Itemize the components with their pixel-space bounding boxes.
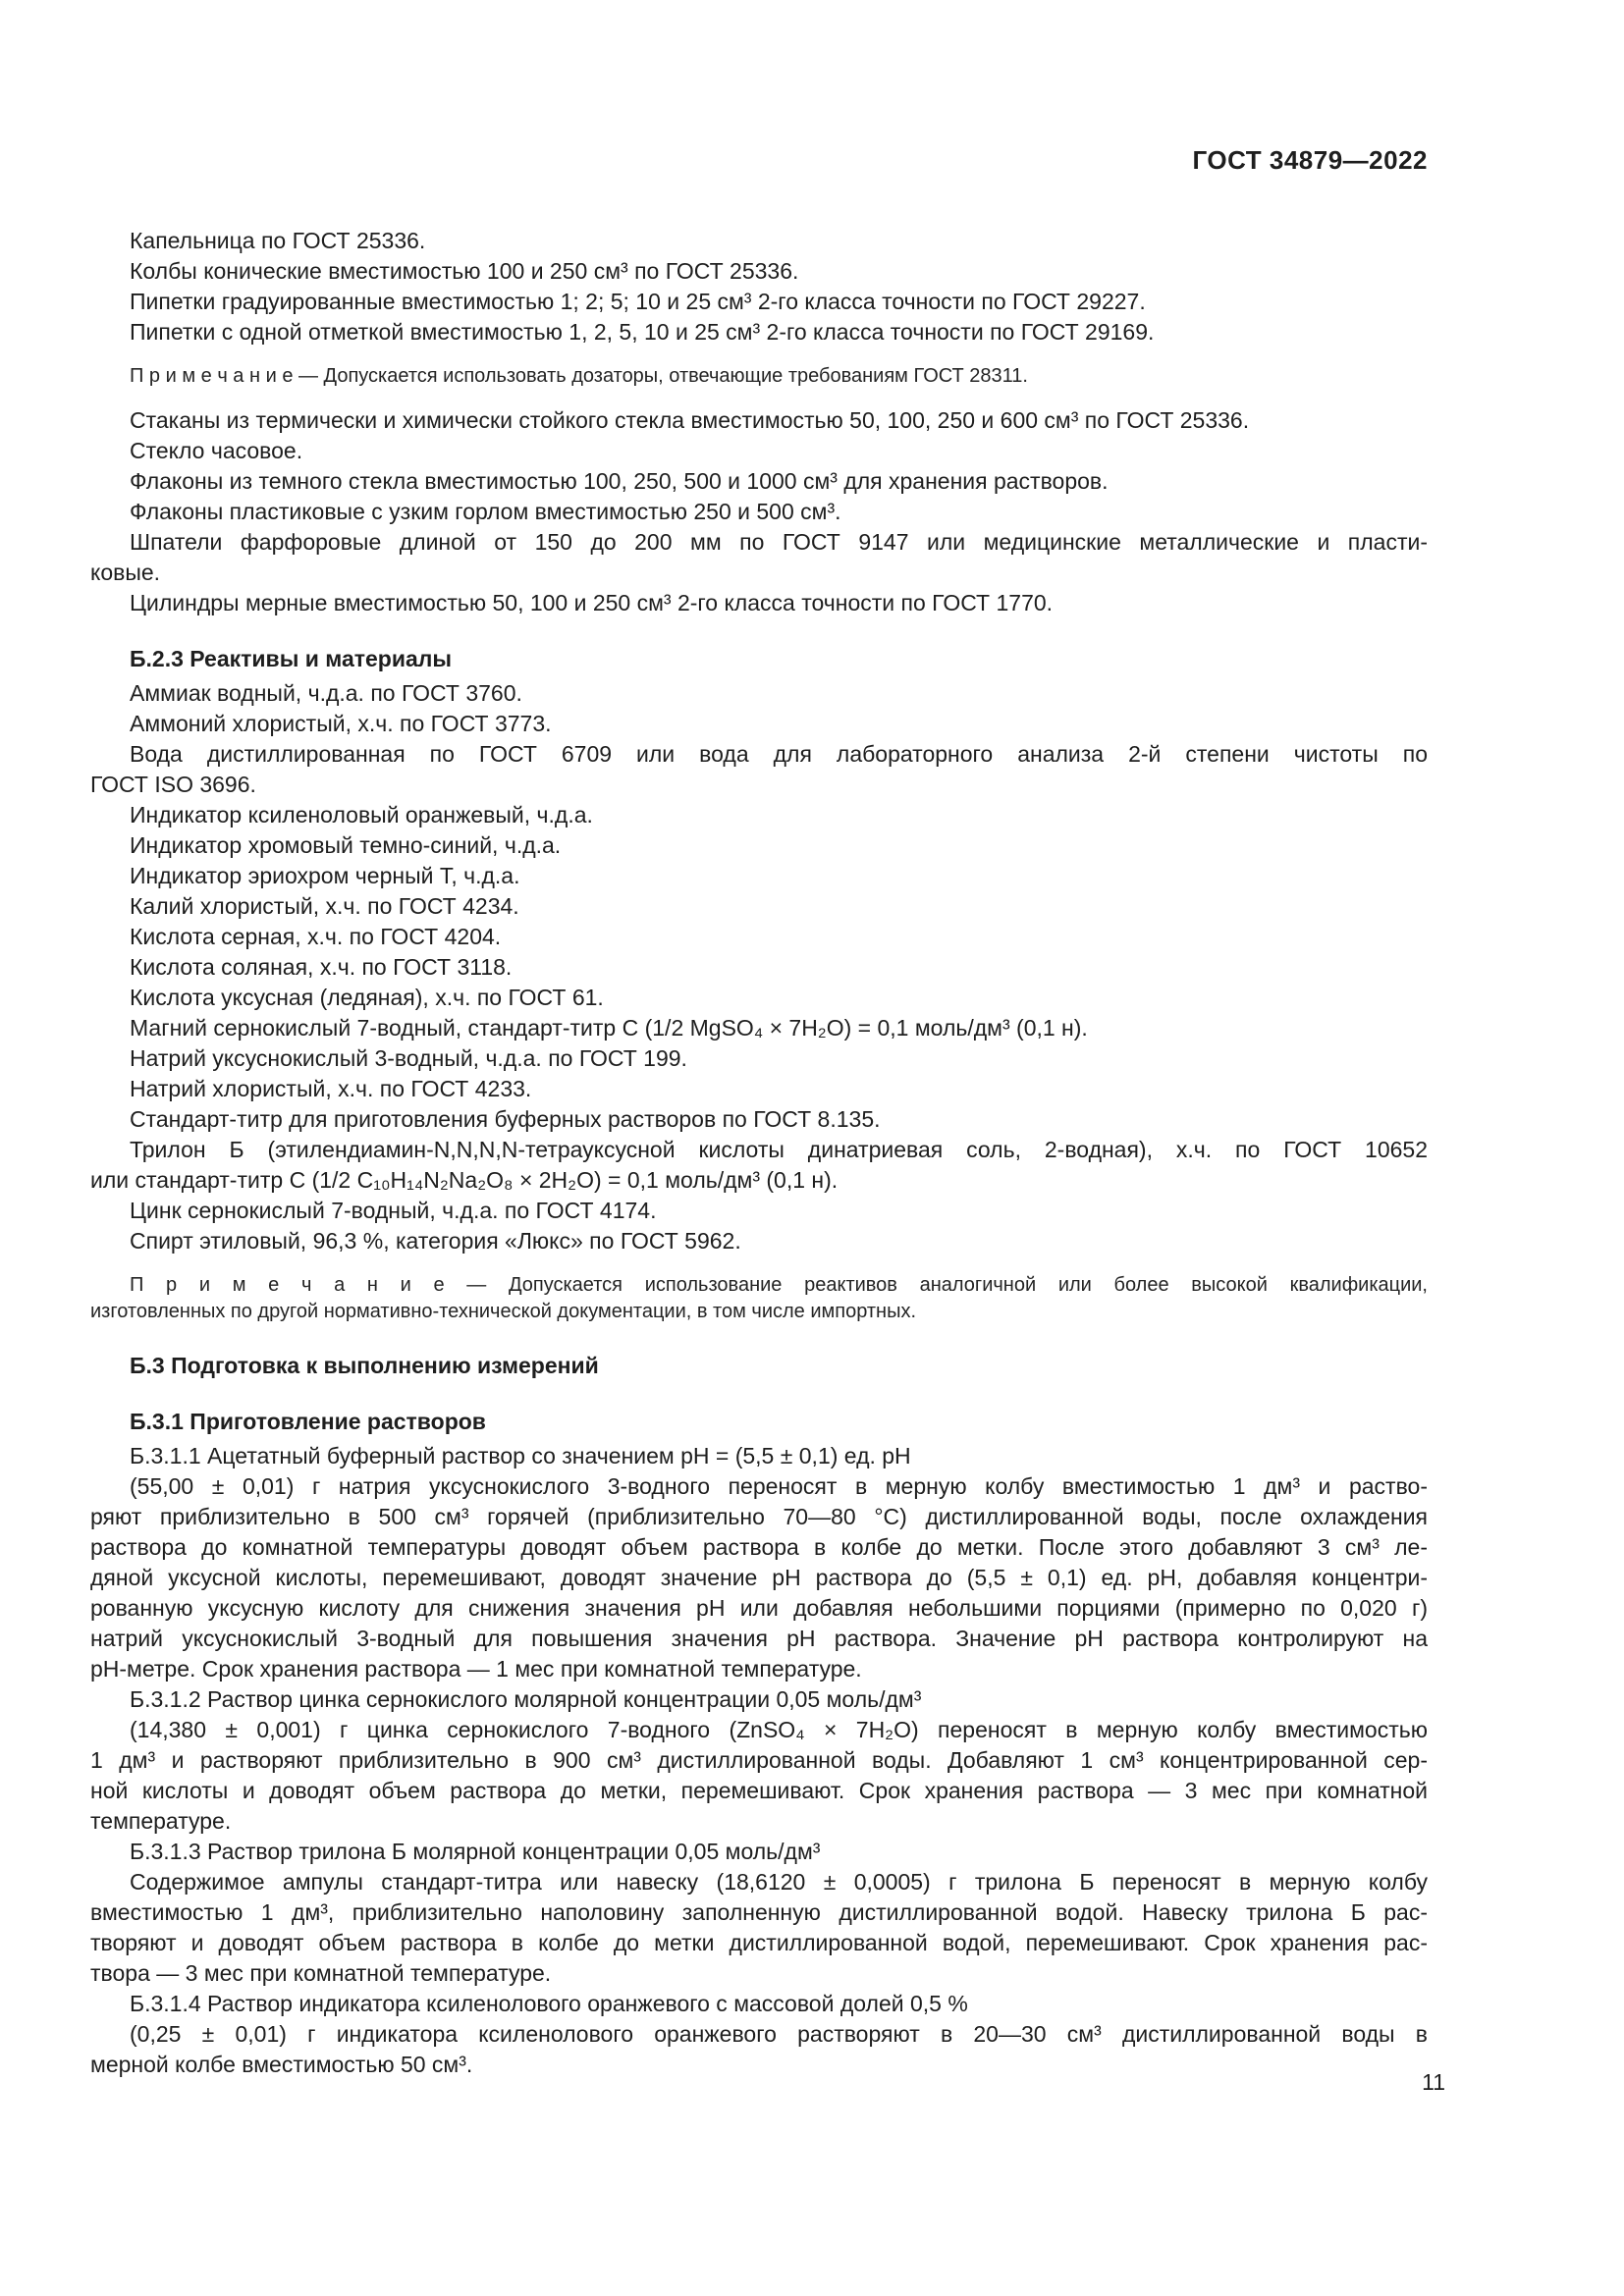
paragraph (90, 1104, 1428, 1135)
text-line: Натрий хлористый, х.ч. по ГОСТ 4233. (130, 1076, 532, 1101)
paragraph (90, 1441, 1428, 1471)
text-line: Натрий уксуснокислый 3-водный, ч.д.а. по ГОСТ 199. (130, 1045, 687, 1071)
text-line: Кислота соляная, х.ч. по ГОСТ 3118. (130, 954, 513, 980)
paragraph (90, 436, 1428, 466)
paragraph (90, 1043, 1428, 1074)
paragraph (90, 588, 1428, 618)
text-line: (0,25 ± 0,01) г индикатора ксиленолового оранжевого растворяют в 20—30 см³ дистиллированной воды в (130, 2021, 1428, 2047)
page-number: 11 (1422, 2069, 1445, 2095)
paragraph (90, 922, 1428, 952)
paragraph (90, 800, 1428, 830)
text-line: Стекло часовое. (130, 438, 303, 463)
text-line: Пипетки с одной отметкой вместимостью 1, 2, 5, 10 и 25 см³ 2-го класса точности по ГОСТ 29169. (130, 319, 1155, 345)
text-line: Аммоний хлористый, х.ч. по ГОСТ 3773. (130, 711, 552, 736)
text-line: или стандарт-титр С (1/2 C₁₀H₁₄N₂Na₂O₈ × 2H₂O) = 0,1 моль/дм³ (0,1 н). (90, 1167, 839, 1193)
paragraph (90, 287, 1428, 317)
paragraph (90, 952, 1428, 983)
paragraph (90, 739, 1428, 800)
text-line: ной кислоты и доводят объем раствора до метки, перемешивают. Срок хранения раствора — 3 мес при комнатной (90, 1778, 1428, 1803)
text-line: Вода дистиллированная по ГОСТ 6709 или вода для лабораторного анализа 2-й степени чистоты по (130, 741, 1428, 767)
text-line: Флаконы пластиковые с узким горлом вместимостью 250 и 500 см³. (130, 499, 841, 524)
text-line: твора — 3 мес при комнатной температуре. (90, 1960, 552, 1986)
text-line: Калий хлористый, х.ч. по ГОСТ 4234. (130, 893, 519, 919)
text-line: Индикатор хромовый темно-синий, ч.д.а. (130, 832, 562, 858)
text-line: Колбы конические вместимостью 100 и 250 см³ по ГОСТ 25336. (130, 258, 799, 284)
paragraph (90, 983, 1428, 1013)
section-heading: Б.3 Подготовка к выполнению измерений (130, 1353, 599, 1378)
text-line: Стандарт-титр для приготовления буферных растворов по ГОСТ 8.135. (130, 1106, 881, 1132)
paragraph (90, 1135, 1428, 1196)
text-line: Магний сернокислый 7-водный, стандарт-титр С (1/2 MgSO₄ × 7H₂O) = 0,1 моль/дм³ (0,1 н). (130, 1015, 1088, 1041)
text-line: Флаконы из темного стекла вместимостью 100, 250, 500 и 1000 см³ для хранения растворов. (130, 468, 1109, 494)
text-line: раствора до комнатной температуры доводят объем раствора в колбе до метки. После этого добавляют 3 см³ ле- (90, 1534, 1428, 1560)
text-line: ковые. (90, 560, 161, 585)
text-line: Аммиак водный, ч.д.а. по ГОСТ 3760. (130, 680, 522, 706)
text-line: Б.3.1.4 Раствор индикатора ксиленолового оранжевого с массовой долей 0,5 % (130, 1991, 968, 2016)
text-line: температуре. (90, 1808, 232, 1834)
text-line: П р и м е ч а н и е — Допускается использование реактивов аналогичной или более высокой квалификации, (130, 1274, 1428, 1296)
paragraph (90, 830, 1428, 861)
paragraph (90, 1715, 1428, 1837)
paragraph (90, 1196, 1428, 1226)
text-line: Б.3.1.2 Раствор цинка сернокислого молярной концентрации 0,05 моль/дм³ (130, 1686, 922, 1712)
paragraph (90, 1867, 1428, 1989)
section-heading: Б.3.1 Приготовление растворов (130, 1409, 486, 1434)
text-line: ряют приблизительно в 500 см³ горячей (приблизительно 70—80 °С) дистиллированной воды, после охлаждения (90, 1504, 1428, 1529)
text-line: Капельница по ГОСТ 25336. (130, 228, 426, 253)
paragraph (90, 1013, 1428, 1043)
paragraph (90, 256, 1428, 287)
paragraph (90, 317, 1428, 347)
paragraph (90, 527, 1428, 588)
text-line: 1 дм³ и растворяют приблизительно в 900 см³ дистиллированной воды. Добавляют 1 см³ концентрированной сер- (90, 1747, 1428, 1773)
paragraph (90, 678, 1428, 709)
note (90, 1272, 1428, 1325)
paragraph (90, 1684, 1428, 1715)
paragraph (90, 861, 1428, 891)
text-line: Стаканы из термически и химически стойкого стекла вместимостью 50, 100, 250 и 600 см³ по ГОСТ 25336. (130, 407, 1250, 433)
text-line: Кислота уксусная (ледяная), х.ч. по ГОСТ 61. (130, 985, 604, 1010)
text-line: творяют и доводят объем раствора в колбе до метки дистиллированной водой, перемешивают. Срок хранения рас- (90, 1930, 1428, 1955)
paragraph (90, 466, 1428, 497)
paragraph (90, 1226, 1428, 1256)
text-line: рованную уксусную кислоту для снижения значения pH или добавляя небольшими порциями (примерно по 0,020 г) (90, 1595, 1428, 1621)
text-line: вместимостью 1 дм³, приблизительно наполовину заполненную дистиллированной водой. Навеску трилона Б рас- (90, 1899, 1428, 1925)
text-line: Индикатор ксиленоловый оранжевый, ч.д.а. (130, 802, 593, 828)
document-header-gost-number: ГОСТ 34879—2022 (1192, 145, 1428, 175)
paragraph (90, 1074, 1428, 1104)
paragraph (90, 2019, 1428, 2080)
paragraph (90, 891, 1428, 922)
text-line: мерной колбе вместимостью 50 см³. (90, 2052, 473, 2077)
text-line: Кислота серная, х.ч. по ГОСТ 4204. (130, 924, 502, 949)
paragraph (90, 405, 1428, 436)
text-line: П р и м е ч а н и е — Допускается использовать дозаторы, отвечающие требованиям ГОСТ 28311. (130, 365, 1028, 387)
text-line: Трилон Б (этилендиамин-N,N,N,N-тетрауксусной кислоты динатриевая соль, 2-водная), х.ч. по ГОСТ 10652 (130, 1137, 1428, 1162)
section-heading: Б.2.3 Реактивы и материалы (130, 646, 453, 671)
text-line: Спирт этиловый, 96,3 %, категория «Люкс» по ГОСТ 5962. (130, 1228, 741, 1254)
document-body (90, 226, 1428, 2080)
text-line: pH-метре. Срок хранения раствора — 1 мес при комнатной температуре. (90, 1656, 862, 1682)
text-line: изготовленных по другой нормативно-технической документации, в том числе импортных. (90, 1301, 917, 1322)
text-line: Содержимое ампулы стандарт-титра или навеску (18,6120 ± 0,0005) г трилона Б переносят в мерную колбу (130, 1869, 1428, 1895)
paragraph (90, 1989, 1428, 2019)
text-line: дяной уксусной кислоты, перемешивают, доводят значение pH раствора до (5,5 ± 0,1) ед. pH, добавляя концентри- (90, 1565, 1428, 1590)
text-line: ГОСТ ISO 3696. (90, 772, 256, 797)
text-line: Индикатор эриохром черный Т, ч.д.а. (130, 863, 520, 888)
text-line: (55,00 ± 0,01) г натрия уксуснокислого 3-водного переносят в мерную колбу вместимостью 1 дм³ и раство- (130, 1473, 1428, 1499)
paragraph (90, 497, 1428, 527)
text-line: Пипетки градуированные вместимостью 1; 2; 5; 10 и 25 см³ 2-го класса точности по ГОСТ 29227. (130, 289, 1146, 314)
note (90, 363, 1428, 390)
text-line: Б.3.1.1 Ацетатный буферный раствор со значением pH = (5,5 ± 0,1) ед. pH (130, 1443, 911, 1468)
text-line: Цилиндры мерные вместимостью 50, 100 и 250 см³ 2-го класса точности по ГОСТ 1770. (130, 590, 1054, 615)
paragraph (90, 1471, 1428, 1684)
text-line: Цинк сернокислый 7-водный, ч.д.а. по ГОСТ 4174. (130, 1198, 657, 1223)
paragraph (90, 226, 1428, 256)
text-line: Шпатели фарфоровые длиной от 150 до 200 мм по ГОСТ 9147 или медицинские металлические и пласти- (130, 529, 1428, 555)
paragraph (90, 709, 1428, 739)
text-line: Б.3.1.3 Раствор трилона Б молярной концентрации 0,05 моль/дм³ (130, 1839, 821, 1864)
text-line: натрий уксуснокислый 3-водный для повышения значения pH раствора. Значение pH раствора контролируют на (90, 1626, 1428, 1651)
paragraph (90, 1837, 1428, 1867)
text-line: (14,380 ± 0,001) г цинка сернокислого 7-водного (ZnSO₄ × 7H₂O) переносят в мерную колбу вместимостью (130, 1717, 1428, 1742)
